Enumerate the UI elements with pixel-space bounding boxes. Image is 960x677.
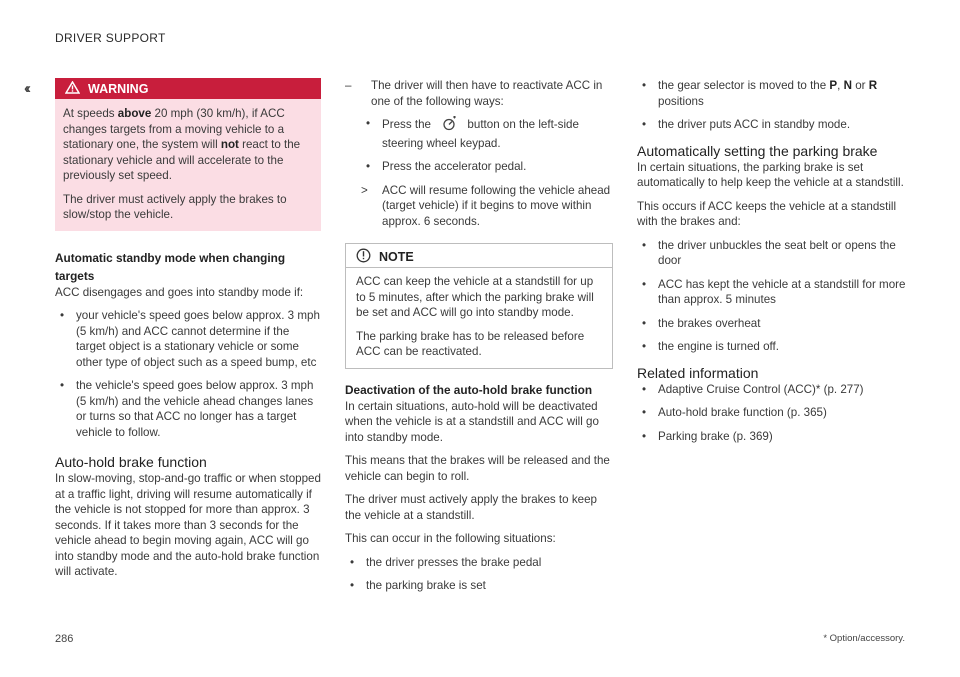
autohold-heading: Auto-hold brake function [55,454,207,470]
note-title: NOTE [379,249,414,264]
note-box [345,243,613,369]
warning-text-2: The driver must actively apply the brakes to slow/stop the vehicle. [63,192,287,221]
deactivation-text-2: This means that the brakes will be released and the vehicle can begin to roll. [345,454,610,483]
deactivation-text-4: This can occur in the following situations: [345,532,556,545]
standby-intro: ACC disengages and goes into standby mode if: [55,285,304,299]
deactivation-text-3: The driver must actively apply the brakes to keep the vehicle at a standstill. [345,493,597,522]
list-item: • the engine is turned off. [642,340,779,353]
parking-text-2: This occurs if ACC keeps the vehicle at a standstill with the brakes and: [637,199,897,228]
info-circle-icon [356,248,371,267]
parking-text-1: In certain situations, the parking brake is set automatically to help keep the vehicle at a standstill. [637,160,904,189]
result-item: > ACC will resume following the vehicle ahead (target vehicle) if it begins to move within approx. 6 seconds. [361,183,611,228]
column-1 [55,78,321,588]
double-chevron-left-icon[interactable]: ‹‹ [24,80,28,97]
list-item: • the driver presses the brake pedal [350,555,542,569]
list-item: • your vehicle's speed goes below approx. 3 mph (5 km/h) and ACC cannot determine if the target object is a stationary vehicle or some other type of object such as a speed bump, etc [60,309,320,369]
related-link[interactable]: • Adaptive Cruise Control (ACC)* (p. 277) [642,382,864,396]
parking-heading: Automatically setting the parking brake [637,142,878,159]
footnote: * Option/accessory. [823,633,905,644]
page-number: 286 [55,633,74,645]
note-text-2: The parking brake has to be released before ACC can be reactivated. [356,329,585,358]
standby-heading: Automatic standby mode when changing targets [55,250,286,283]
warning-triangle-icon [65,81,80,98]
column-2 [345,78,613,602]
list-item: • the parking brake is set [350,579,486,592]
dash-item: – The driver will then have to reactivate ACC in one of the following ways: [345,79,603,108]
related-link[interactable]: • Auto-hold brake function (p. 365) [642,406,827,419]
section-header: DRIVER SUPPORT [55,31,166,45]
acc-steering-button-icon [440,116,458,136]
deactivation-text-1: In certain situations, auto-hold will be deactivated when the vehicle is at a standstill and ACC will go into standby mode. [345,399,599,444]
warning-box [55,78,321,231]
list-item: • the vehicle's speed goes below approx. 3 mph (5 km/h) and the vehicle ahead changes lanes or turns so that ACC no longer has a target vehicle to follow. [60,379,314,439]
list-item: • the brakes overheat [642,316,761,330]
note-text-1: ACC can keep the vehicle at a standstill for up to 5 minutes, after which the parking brake will be set and ACC will go into standby mode. [356,275,594,319]
related-link[interactable]: • Parking brake (p. 369) [642,429,773,443]
column-3 [637,78,907,452]
list-item: • Press the accelerator pedal. [366,160,527,173]
list-item: • the driver unbuckles the seat belt or opens the door [642,238,896,267]
list-item: • Press the button on the left-side steering wheel keypad. [366,117,579,150]
deactivation-heading: Deactivation of the auto-hold brake function [345,382,593,397]
warning-title: WARNING [88,81,149,96]
list-item: • ACC has kept the vehicle at a standstill for more than approx. 5 minutes [642,277,906,306]
list-item: • the gear selector is moved to the P, N or R positions [642,79,878,108]
list-item: • the driver puts ACC in standby mode. [642,118,851,131]
related-heading: Related information [637,364,759,381]
warning-text-1: At speeds above 20 mph (30 km/h), if ACC changes targets from a moving vehicle to a stationary one, the system will not react to the stationary vehicle and will accelerate to the previously set speed. [63,107,301,182]
autohold-text: In slow-moving, stop-and-go traffic or when stopped at a traffic light, driving will resume automatically if the vehicle is not stopped for more than approx. 3 seconds. If it takes more than 3 seconds for the vehicle ahead to begin moving again, ACC will go into standby mode and the auto-hold brake function will activate. [55,472,321,578]
